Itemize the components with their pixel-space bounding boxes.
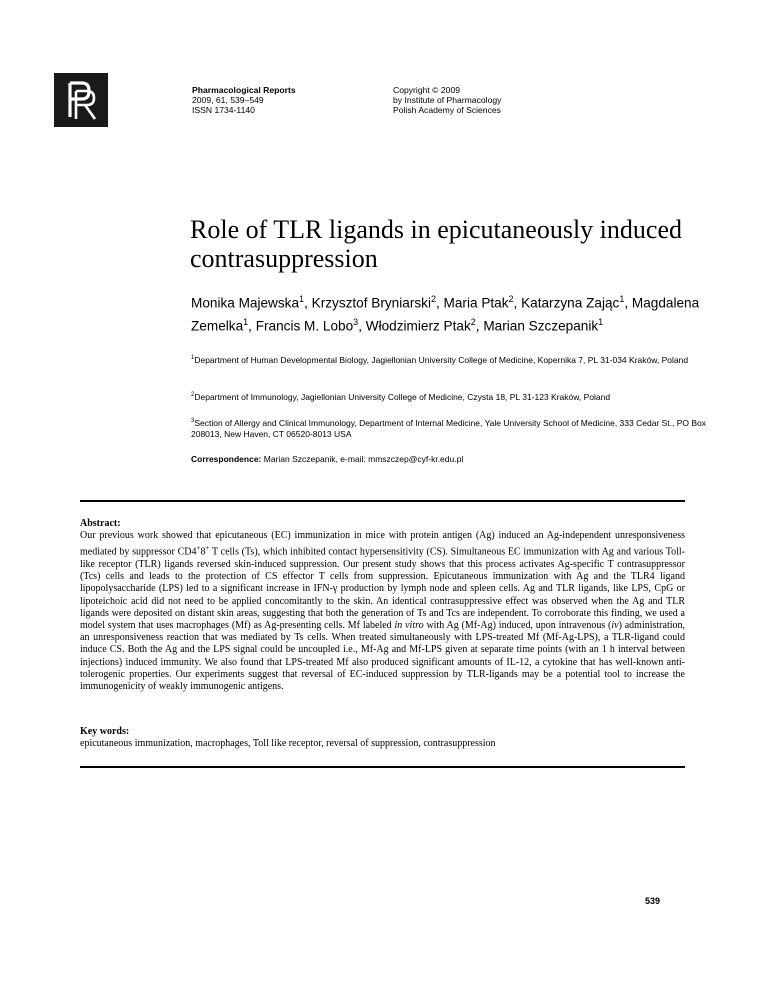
- abstract-segment: Our previous work showed that epicutaneous (EC) immunization in mice with protein antigen (Ag) induced an Ag-independent unresponsiveness mediated by suppressor CD4: [80, 530, 685, 558]
- author-list: [191, 290, 711, 335]
- abstract-segment: ) administration, an unresponsiveness reaction that was mediated by Ts cells. When treated simultaneously with LPS-treated Mf (Mf-Ag-LPS), a TLR-ligand could induce CS. Both the Ag and the LPS signal could be uncoupled i.e., Mf-Ag and Mf-LPS given at separate time points (with an 1 h interval between injections) induced immunity. We also found that LPS-treated Mf also produced significant amounts of IL-12, a cytokine that has well-known anti-tolerogenic properties. Our experiments suggest that reversal of EC-induced suppression by TLR-ligands may be a potential tool to increase the immunogenicity of weakly immunogenic antigens.: [80, 619, 686, 692]
- abstract-segment: 8: [200, 546, 206, 558]
- abstract: [80, 518, 685, 693]
- copyright-line: Copyright © 2009: [393, 85, 461, 95]
- author-affiliation-number: 2: [430, 294, 436, 304]
- abstract-text: [80, 530, 685, 693]
- affiliation-number: 2: [191, 392, 195, 398]
- page-number: 539: [644, 896, 660, 906]
- author-affiliation-number: 2: [470, 316, 476, 327]
- affiliation-1: [191, 353, 711, 366]
- affiliation-number: 3: [191, 418, 195, 424]
- author-affiliation-number: 1: [299, 294, 305, 304]
- author-separator: ,: [248, 318, 256, 334]
- affiliation-text: Department of Immunology, Jagiellonian University College of Medicine, Czysta 18, PL 31-123 Kraków, Poland: [194, 391, 611, 402]
- author-name: Francis M. Lobo: [255, 318, 354, 334]
- journal-logo: [54, 73, 108, 127]
- journal-volume: 2009, 61, 539–549: [192, 95, 264, 105]
- author-separator: ,: [435, 295, 444, 311]
- author-separator: ,: [475, 318, 484, 334]
- author-name: Marian Szczepanik: [483, 318, 599, 334]
- author-name: Katarzyna Zając: [521, 295, 620, 311]
- correspondence: [191, 454, 711, 465]
- journal-logo-mark: [54, 73, 108, 127]
- author-name: Monika Majewska: [191, 295, 300, 311]
- author-name: Maria Ptak: [443, 295, 509, 311]
- author-separator: ,: [624, 295, 632, 311]
- journal-name: Pharmacological Reports: [192, 85, 296, 95]
- abstract-segment: +: [205, 544, 210, 553]
- copyright-publisher: by Institute of Pharmacology: [393, 95, 502, 105]
- author-name: Krzysztof Bryniarski: [311, 295, 431, 311]
- affiliation-2: [191, 390, 711, 403]
- journal-issn: ISSN 1734-1140: [192, 105, 255, 115]
- author-separator: ,: [358, 318, 366, 334]
- author-separator: ,: [304, 295, 312, 311]
- keywords-text: epicutaneous immunization, macrophages, Toll like receptor, reversal of suppression, contrasuppression: [80, 738, 496, 750]
- keywords-heading: Key words:: [80, 726, 130, 737]
- author-affiliation-number: 1: [619, 294, 625, 304]
- copyright-info: [393, 85, 501, 115]
- abstract-segment: +: [196, 544, 201, 553]
- copyright-academy: Polish Academy of Sciences: [393, 105, 501, 115]
- bottom-divider: [80, 766, 685, 768]
- author-affiliation-number: 1: [243, 316, 249, 327]
- author-affiliation-number: 2: [508, 294, 514, 304]
- article-title: Role of TLR ligands in epicutaneously induced contrasuppression: [190, 215, 682, 273]
- affiliation-number: 1: [191, 355, 195, 361]
- abstract-segment: with Ag (Mf-Ag) induced, upon intravenous (: [423, 619, 612, 631]
- top-divider: [80, 500, 685, 502]
- affiliation-text: Section of Allergy and Clinical Immunology, Department of Internal Medicine, Yale University School of Medicine, 333 Cedar St., PO Box 208013, New Haven, CT 06520-8013 USA: [191, 417, 707, 439]
- correspondence-label: Correspondence:: [191, 454, 262, 464]
- abstract-heading: Abstract:: [80, 518, 121, 529]
- affiliation-text: Department of Human Developmental Biology, Jagiellonian University College of Medicine, Kopernika 7, PL 31-034 Kraków, Poland: [194, 354, 689, 365]
- author-separator: ,: [513, 295, 522, 311]
- author-name: Włodzimierz Ptak: [365, 318, 471, 334]
- affiliation-3: [191, 416, 711, 440]
- abstract-segment: in vitro: [394, 619, 424, 631]
- correspondence-email: Marian Szczepanik, e-mail: mmszczep@cyf-kr.edu.pl: [263, 454, 464, 464]
- abstract-segment: T cells (Ts), which inhibited contact hypersensitivity (CS). Simultaneous EC immunization with Ag and various Toll-like receptor (TLR) ligands reversed skin-induced suppression. Our present study shows that this process activates Ag-specific T contrasuppressor (Tcs) cells and leads to the protection of CS effector T cells from suppression. Epicutaneous immunization with Ag and the TLR4 ligand lipopolysaccharide (LPS) led to a significant increase in IFN-γ production by lymph node and spleen cells. Ag and TLR ligands, like LPS, CpG or lipoteichoic acid did not need to be applied concomitantly to the skin. An identical contrasuppressive effect was observed when the Ag and TLR ligands were deposited on distant skin areas, suggesting that both the generation of Ts and Tcs are independent. To corroborate this finding, we used a model system that uses macrophages (Mf) as Ag-presenting cells. Mf labeled: [80, 546, 685, 631]
- keywords: [80, 726, 685, 750]
- author-name: Magdalena Zemelka: [191, 295, 700, 334]
- journal-info: [192, 85, 296, 115]
- abstract-segment: iv: [611, 619, 619, 631]
- author-affiliation-number: 1: [598, 316, 604, 327]
- author-affiliation-number: 3: [353, 316, 359, 327]
